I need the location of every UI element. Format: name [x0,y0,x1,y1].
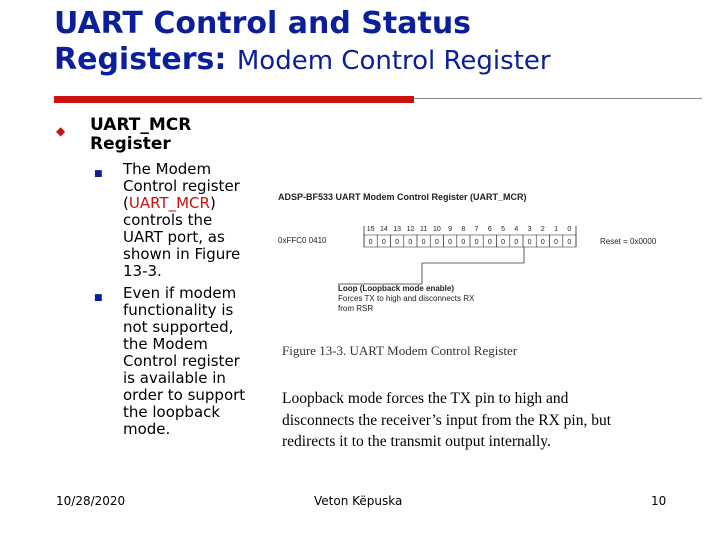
register-figure [272,178,676,364]
bit-number: 4 [514,226,519,233]
bullet-heading-line-1: UART_MCR [90,115,192,135]
bit-number: 1 [554,226,559,233]
bit-number: 11 [419,226,428,233]
loop-label: Loop (Loopback mode enable) [338,284,455,293]
paragraph-1-line: controls the [123,211,213,229]
bit-value: 0 [567,239,572,246]
title-bold: Registers: [54,42,227,77]
title-underline [54,96,414,103]
bit-number: 15 [366,226,375,233]
bit-value: 0 [368,239,373,246]
paragraph-1-line: Control register [123,177,240,195]
bit-number: 13 [393,226,402,233]
bit-value: 0 [448,239,453,246]
footer-page-number: 10 [651,494,667,508]
paragraph-1-line: UART port, as [123,228,225,246]
bit-value: 0 [381,239,386,246]
bit-value: 0 [434,239,439,246]
paragraph-2-line: the Modem [123,335,208,353]
register-name: UART_MCR [128,194,210,212]
bit-number: 9 [448,226,453,233]
bit-number: 8 [461,226,466,233]
loop-description-1: Forces TX to high and disconnects RX [338,294,475,303]
bit-value: 0 [421,239,426,246]
loopback-note [282,388,611,453]
paragraph-1 [123,161,240,280]
bit-value: 0 [554,239,559,246]
title-line-2 [54,42,551,79]
bit-value: 0 [474,239,479,246]
paren-open: ( [123,194,129,212]
bit-number: 6 [487,226,492,233]
title-line-1: UART Control and Status [54,6,472,41]
loop-description-2: from RSR [338,304,374,313]
square-bullet-icon: ■ [94,293,103,303]
slide-title [54,6,551,79]
footer-date: 10/28/2020 [56,494,126,508]
note-line: Loopback mode forces the TX pin to high and [282,390,569,407]
bit-number: 2 [540,226,545,233]
bit-value: 0 [487,239,492,246]
bit-number: 12 [406,226,415,233]
figure-caption: Figure 13-3. UART Modem Control Register [282,343,518,358]
bit-value: 0 [514,239,519,246]
paragraph-2-line: not supported, [123,318,234,336]
diamond-bullet-icon: ◆ [56,124,66,138]
paragraph-1-line: 13-3. [123,262,162,280]
figure-title: ADSP-BF533 UART Modem Control Register (UART_MCR) [278,192,527,202]
bit-value: 0 [461,239,466,246]
bit-cell-row [364,235,576,247]
paragraph-2-line: Control register [123,352,240,370]
bullet-heading-line-2: Register [90,134,171,154]
title-subtitle: Modem Control Register [236,46,551,76]
bit-value: 0 [540,239,545,246]
paragraph-2-line: is available in [123,369,226,387]
bit-value: 0 [395,239,400,246]
paragraph-2 [123,285,245,438]
note-line: disconnects the receiver’s input from the RX pin, but [282,411,612,429]
bit-value: 0 [527,239,532,246]
paragraph-2-line: mode. [123,420,171,438]
square-bullet-icon: ■ [94,169,103,179]
bullet-heading [90,116,191,154]
footer-author: Veton Këpuska [314,494,403,508]
paragraph-1-line: The Modem [123,160,212,178]
paragraph-2-line: Even if modem [123,284,237,302]
bit-number: 10 [432,226,441,233]
reset-value: Reset = 0x0000 [600,237,657,246]
bit-number: 0 [567,226,572,233]
paragraph-2-line: the loopback [123,403,221,421]
paragraph-2-line: functionality is [123,301,234,319]
bit-number: 14 [379,226,388,233]
bit-value: 0 [408,239,413,246]
paragraph-1-register-line [123,195,240,212]
paragraph-2-line: order to support [123,386,246,404]
note-line: redirects it to the transmit output internally. [282,433,551,450]
bit-number-row [367,226,572,233]
bit-value: 0 [501,239,506,246]
paragraph-1-line: shown in Figure [123,245,241,263]
register-address: 0xFFC0 0410 [278,236,327,245]
bit-number: 7 [474,226,479,233]
bit-number: 5 [501,226,506,233]
bit-number: 3 [527,226,532,233]
title-underline-thin [414,98,702,99]
paren-close: ) [209,194,216,212]
